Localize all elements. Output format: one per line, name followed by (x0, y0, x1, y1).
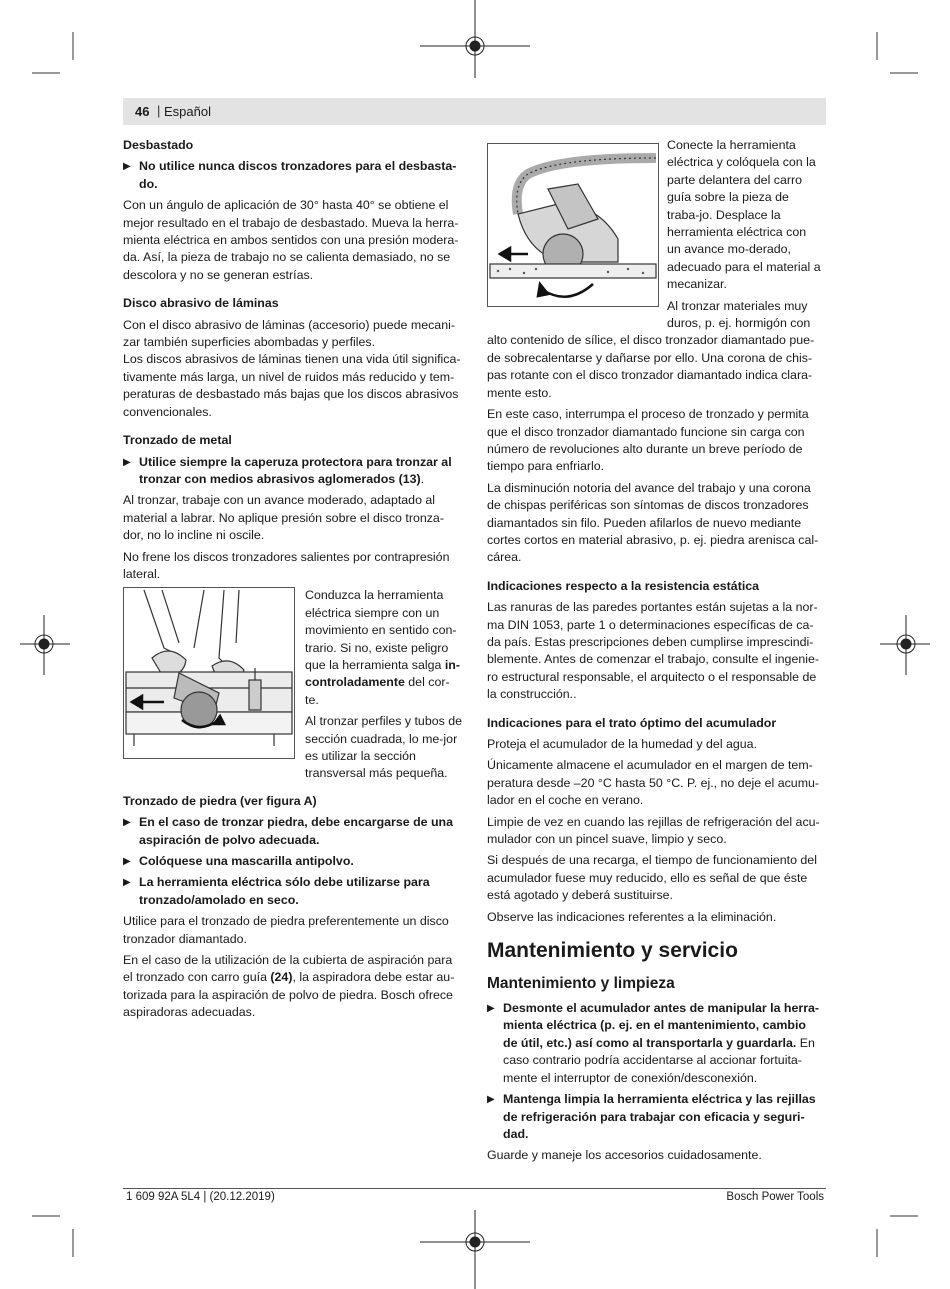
bullet-mantenimiento-2: ▶ Mantenga limpia la herramienta eléctrica y las rejillas de refrigeración para trabajar con eficacia y seguri-dad. (487, 1092, 816, 1141)
illustration-guide-carriage-dust-extraction (488, 144, 658, 306)
page-number: 46 (135, 104, 150, 119)
heading-piedra: Tronzado de piedra (ver figura A) (123, 793, 317, 808)
footer-brand: Bosch Power Tools (726, 1191, 824, 1203)
heading-acumulador: Indicaciones para el trato óptimo del acumulador (487, 715, 777, 730)
para-sobrecalentarse: alto contenido de sílice, el disco tronzador diamantado pue-de sobrecalentarse y dañarse por ello. Una corona de chis-pas rotante con el disco tronzador diamantado indica clara-mente esto. (487, 333, 815, 400)
bullet-piedra-3: ▶ La herramienta eléctrica sólo debe utilizarse para tronzado/amolado en seco. (123, 875, 430, 907)
para-laminas-1: Con el disco abrasivo de láminas (accesorio) puede mecani-zar también superficies abombadas y perfiles. (123, 317, 455, 350)
bullet-piedra-1: ▶ En el caso de tronzar piedra, debe encargarse de una aspiración de polvo adecuada. (123, 815, 454, 847)
header-separator: | (157, 103, 161, 118)
bullet-piedra-2: ▶ Colóquese una mascarilla antipolvo. (123, 854, 354, 869)
right-column: Conecte la herramienta eléctrica y colóquela con la parte delantera del carro guía sobre la pieza de traba-jo. Desplace la herramienta eléctrica con un avance mo-derado, adecuado para el material a mecanizar. Al tronzar materiales muy duros, p. ej. hormigón con alto contenido de sílice, el disco tronzador diamantado pue-de sobrecalentarse y dañarse por ello. Una corona de chis-pas rotante con el disco tronzador diamantado indica clara-mente esto. En este caso, interrumpa el proceso de tronzado y permita que el disco tronzador diamantado funcione sin carga con número de revoluciones alto durante un breve período de tiempo para enfriarlo. La disminución notoria del avance del trabajo y una corona de chispas periféricas son síntomas de discos tronzadores diamantados sin filo. Pueden afilarlos de nuevo mediante cortes cortos en material abrasivo, p. ej. piedra arenisca cal-cárea. Indicaciones respecto a la resistencia estática Las ranuras de las paredes portantes están sujetas a la nor-ma DIN 1053, parte 1 o determinaciones específicas de ca-da país. Estas prescripciones deben cumplirse imprescindi-blemente. Antes de comenzar el trabajo, consulte el ingenie-ro estructural responsable, el arquitecto o el responsable de la construcción.. Indicaciones para el trato óptimo del acumulador Proteja el acumulador de la humedad y del agua. Únicamente almacene el acumulador en el margen de tem-peratura desde –20 °C hasta 50 °C. P. ej., no deje el acumu-lador en el coche en verano. Limpie de vez en cuando las rejillas de refrigeración del acu-mulador con un pincel suave, limpio y seco. Si después de una recarga, el tiempo de funcionamiento del acumulador fuese muy reducido, ello es señal de que éste está agotado y deberá sustituirse. Observe las indicaciones referentes a la eliminación. Mantenimiento y servicio Mantenimiento y limpieza ▶ Desmonte el acumulador antes de manipular la herra-mienta eléctrica (p. ej. en el mantenimiento, cambio de útil, etc.) así como al transportarla y guardarla. En caso contrario podría accidentarse al accionar fortuita-mente el interruptor de conexión/desconexión. ▶ Mantenga limpia la herramienta eléctrica y las rejillas de refrigeración para trabajar con eficacia y seguri-dad. Guarde y maneje los accesorios cuidadosamente. (487, 137, 823, 1169)
heading-estatica: Indicaciones respecto a la resistencia estática (487, 578, 760, 593)
metal-figure-row (123, 587, 463, 786)
para-metal-1: Al tronzar, trabaje con un avance moderado, adaptado al material a labrar. No aplique presión sobre el disco tronza-dor, no lo incline ni oscile. (123, 493, 444, 543)
para-desbastado: Con un ángulo de aplicación de 30° hasta 40° se obtiene el mejor resultado en el trabajo de desbastado. Mueva la herra-mienta eléctrica en ambos sentidos con una presión modera-da. Así, la pieza de trabajo no se calienta demasiado, no se descolora y no se generan estrías. (123, 198, 459, 282)
para-disminucion: La disminución notoria del avance del trabajo y una corona de chispas periféricas son síntomas de discos tronzadores diamantados sin filo. Pueden afilarlos de nuevo mediante cortes cortos en material abrasivo, p. ej. piedra arenisca cal-cárea. (487, 480, 819, 565)
header-language: Español (164, 104, 211, 119)
bullet-marker: ▶ (123, 456, 131, 468)
para-piedra-1: Utilice para el tronzado de piedra preferentemente un disco tronzador diamantado. (123, 914, 449, 946)
registration-mark-bottom (420, 1210, 530, 1289)
figure-metal-cutting (123, 587, 295, 759)
bullet-desbastado: ▶ No utilice nunca discos tronzadores para el desbasta-do. (123, 158, 463, 193)
bullet-metal: ▶ Utilice siempre la caperuza protectora para tronzar al tronzar con medios abrasivos aglomerados (13). (123, 454, 463, 489)
registration-mark-top (420, 0, 530, 78)
para-estatica: Las ranuras de las paredes portantes están sujetas a la nor-ma DIN 1053, parte 1 o determinaciones específicas de ca-da país. Estas prescripciones deben cumplirse imprescindi-blemente. Antes de comenzar el trabajo, consulte el ingenie-ro estructural responsable, el arquitecto o el responsable de la construcción.. (487, 600, 819, 702)
para-metal-2: No frene los discos tronzadores salientes por contrapresión lateral. (123, 549, 450, 581)
left-column (123, 137, 463, 1026)
heading-desbastado: Desbastado (123, 138, 194, 152)
para-laminas-2: Los discos abrasivos de láminas tienen una vida útil significa-tivamente más larga, un nivel de ruidos más reducido y tem-peraturas de desbastado más bajas que los discos abrasivos convencionales. (123, 352, 461, 419)
figure-stone-cutting (487, 143, 659, 307)
footer-doc-id: 1 609 92A 5L4 | (20.12.2019) (126, 1191, 275, 1203)
registration-mark-right (880, 615, 930, 675)
footer-rule (123, 1188, 826, 1189)
stone-figure-text: Conecte la herramienta eléctrica y colóquela con la parte delantera del carro guía sobre la pieza de traba-jo. Desplace la herramienta eléctrica con un avance mo-derado, adecuado para el material a mecanizar. Al tronzar materiales muy duros, p. ej. hormigón con (667, 138, 821, 331)
bullet-mantenimiento-1: ▶ Desmonte el acumulador antes de manipular la herra-mienta eléctrica (p. ej. en el mantenimiento, cambio de útil, etc.) así como al transportarla y guardarla. En caso contrario podría accidentarse al accionar fortuita-mente el interruptor de conexión/desconexión. (487, 1001, 820, 1085)
bullet-marker: ▶ (123, 161, 131, 173)
section-title-mantenimiento: Mantenimiento y servicio (487, 939, 738, 963)
page-header (123, 98, 826, 125)
illustration-grinder-cutting-profile (124, 588, 294, 758)
subsection-title-limpieza: Mantenimiento y limpieza (487, 975, 675, 993)
registration-mark-left (20, 615, 70, 675)
stone-figure-row (487, 138, 823, 332)
metal-figure-text: Conduzca la herramienta eléctrica siempre con un movimiento en sentido con-trario. Si no, existe peligro que la herramienta salga in-controladamente del cor-te. Al tronzar perfiles y tubos de sección cuadrada, lo me-jor es utilizar la sección transversal más pequeña. (305, 588, 463, 781)
para-piedra-2: En el caso de la utilización de la cubierta de aspiración para el tronzado con carro guía (24), la aspiradora debe estar au-torizada para la aspiración de polvo de piedra. Bosch ofrece aspiradoras adecuadas. (123, 953, 455, 1020)
para-interrumpa: En este caso, interrumpa el proceso de tronzado y permita que el disco tronzador diamantado funcione sin carga con número de revoluciones alto durante un breve período de tiempo para enfriarlo. (487, 407, 809, 474)
heading-metal: Tronzado de metal (123, 433, 232, 448)
para-accesorios: Guarde y maneje los accesorios cuidadosamente. (487, 1148, 762, 1163)
heading-laminas: Disco abrasivo de láminas (123, 296, 279, 311)
